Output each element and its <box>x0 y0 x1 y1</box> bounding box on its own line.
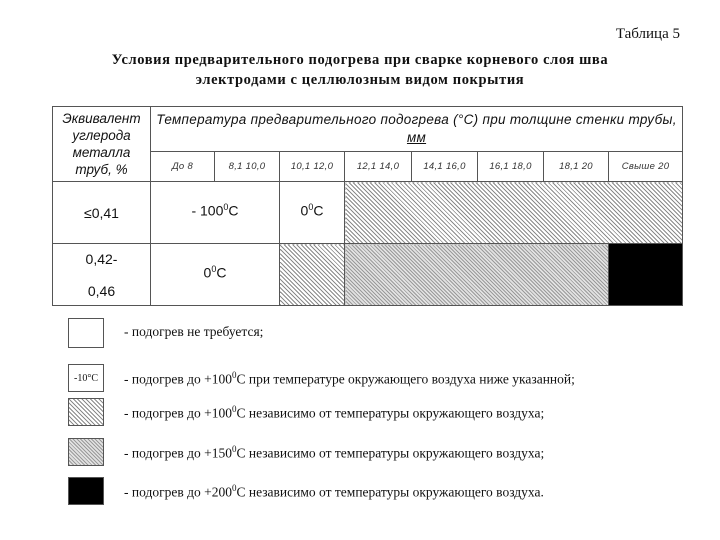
legend-swatch-white <box>68 318 104 348</box>
legend-swatch-solid-200 <box>68 477 104 505</box>
preheat-value-cell: $0^0C$ <box>280 182 345 244</box>
legend-text: - подогрев до $+200^0С$ независимо от температуры окружающего воздуха. <box>124 483 544 500</box>
preheat-unit: C <box>313 202 324 219</box>
header-temperature-unit: мм <box>406 130 427 145</box>
preheat-value-cell: - $100^0C$ <box>151 182 280 244</box>
preheat-conditions-table <box>52 106 683 306</box>
thickness-range: 10,1 12,0 <box>280 152 345 182</box>
legend-swatch-hatch-150 <box>68 438 104 466</box>
preheat-150-fill-cell <box>345 244 609 306</box>
thickness-range: 16,1 18,0 <box>478 152 544 182</box>
preheat-value: 0 <box>300 202 309 219</box>
legend-text: - подогрев не требуется; <box>124 324 264 339</box>
thickness-range: 14,1 16,0 <box>412 152 478 182</box>
legend-text: - подогрев до $+100^0С$ независимо от температуры окружающего воздуха; <box>124 404 545 421</box>
thickness-range: Свыше 20 <box>609 152 683 182</box>
title-line-1: Условия предварительного подогрева при сварке корневого слоя шва <box>111 52 609 68</box>
preheat-unit: C <box>228 202 239 219</box>
legend-swatch-label: -10°С <box>68 364 104 392</box>
header-temperature-text: Температура предварительного подогрева (°С) при толщине стенки трубы, <box>156 112 677 127</box>
thickness-range: 12,1 14,0 <box>345 152 412 182</box>
carbon-value: ≤0,41 <box>53 182 151 244</box>
document-title <box>40 50 680 90</box>
table-row <box>53 244 683 306</box>
preheat-100-fill-cell <box>280 244 345 306</box>
preheat-unit: C <box>216 264 227 281</box>
thickness-range: До 8 <box>151 152 215 182</box>
legend-swatch-hatch-100 <box>68 398 104 426</box>
carbon-line-2: 0,46 <box>87 282 116 299</box>
carbon-line-1: 0,42- <box>85 250 118 267</box>
preheat-200-fill-cell <box>609 244 683 306</box>
preheat-value: - 100 <box>191 202 224 219</box>
table-row <box>53 182 683 244</box>
preheat-100-fill-cell <box>345 182 683 244</box>
carbon-value <box>53 244 151 306</box>
table-number-label: Таблица 5 <box>615 26 680 42</box>
thickness-range: 8,1 10,0 <box>215 152 280 182</box>
header-temperature <box>151 107 683 152</box>
preheat-value: 0 <box>203 264 212 281</box>
preheat-value-cell: $0^0C$ <box>151 244 280 306</box>
legend-text: - подогрев до $+150^0С$ независимо от температуры окружающего воздуха; <box>124 444 545 461</box>
thickness-range: 18,1 20 <box>544 152 609 182</box>
title-line-2: электродами с целлюлозным видом покрытия <box>195 72 525 88</box>
header-carbon-equivalent: Эквивалент углерода металла труб, % <box>53 107 151 182</box>
legend-text: - подогрев до $+100^0С$ при температуре окружающего воздуха ниже указанной; <box>124 370 575 387</box>
